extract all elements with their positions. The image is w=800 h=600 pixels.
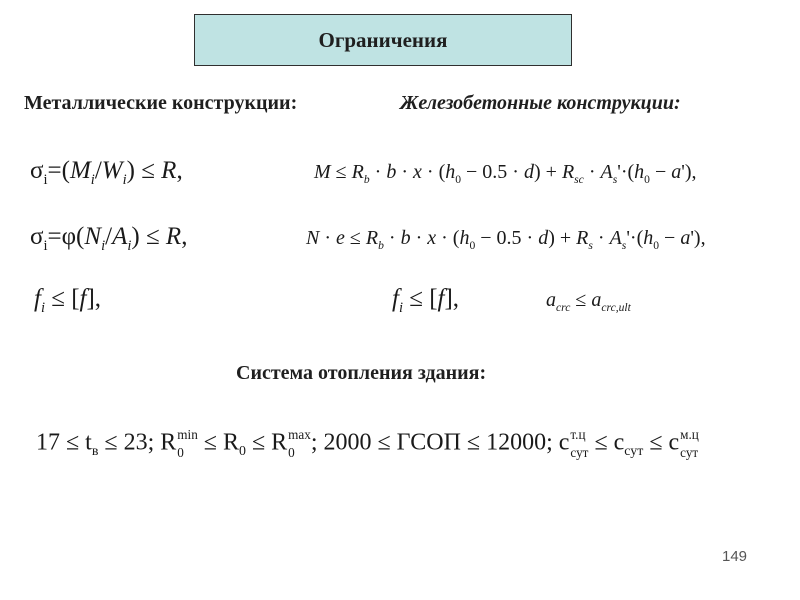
c-tc-sup: т.ц bbox=[570, 427, 586, 442]
le-sign: ≤ bbox=[344, 227, 366, 249]
plus: ) + bbox=[533, 161, 562, 183]
le-r0: ≤ R bbox=[197, 429, 239, 456]
minus-half: − 0.5 · bbox=[475, 227, 539, 249]
resistance-symbol: R bbox=[165, 223, 182, 250]
plus: ) + bbox=[548, 227, 577, 249]
le-bracket-open: ≤ [ bbox=[402, 285, 438, 312]
rebar-area-symbol: A bbox=[600, 161, 613, 183]
le-sign: ≤ bbox=[330, 161, 352, 183]
rebar-area-symbol: A bbox=[609, 227, 622, 249]
height-symbol: h bbox=[459, 227, 470, 249]
dot: · bbox=[410, 227, 428, 249]
axial-force-symbol: N bbox=[84, 223, 102, 250]
metal-formula-compression bbox=[30, 223, 188, 254]
rc-formula-moment bbox=[314, 161, 697, 186]
cover-symbol: a bbox=[680, 227, 691, 249]
le-sign: ≤ bbox=[570, 289, 592, 311]
height-symbol: h bbox=[643, 227, 654, 249]
bracket-close: ], bbox=[86, 285, 102, 312]
le-bracket-open: ≤ [ bbox=[44, 285, 80, 312]
area-symbol: A bbox=[112, 223, 128, 250]
heading-metal-structures: Металлические конструкции: bbox=[24, 92, 298, 114]
moment-symbol: M bbox=[69, 157, 91, 184]
compression-zone-symbol: x bbox=[413, 161, 422, 183]
deflection-symbol: f bbox=[392, 285, 399, 312]
dot-paren: · ( bbox=[436, 227, 460, 249]
rebar-area-subscript: s bbox=[621, 239, 627, 252]
width-symbol: b bbox=[386, 161, 397, 183]
rc-formula-deflection bbox=[392, 285, 460, 316]
resistance-constraint-start: ≤ 23; R bbox=[98, 429, 177, 456]
resistance-symbol: R bbox=[161, 157, 177, 184]
concrete-resistance-symbol: R bbox=[365, 227, 379, 249]
width-symbol: b bbox=[400, 227, 411, 249]
height-subscript: 0 bbox=[469, 239, 476, 252]
heading-heating-system: Система отопления здания: bbox=[236, 362, 487, 384]
slide-title: Ограничения bbox=[194, 14, 572, 66]
deflection-subscript: i bbox=[398, 300, 403, 316]
rebar-resistance-subscript: sc bbox=[574, 173, 584, 186]
cover-symbol: a bbox=[671, 161, 682, 183]
d-symbol: d bbox=[523, 161, 534, 183]
dot: · bbox=[396, 161, 414, 183]
c-tc-indices bbox=[570, 427, 589, 460]
height-subscript: 0 bbox=[653, 239, 660, 252]
sigma-subscript: i bbox=[43, 238, 48, 254]
dot-paren: · ( bbox=[421, 161, 446, 183]
height-subscript: 0 bbox=[644, 173, 650, 186]
phi-symbol: φ( bbox=[61, 223, 85, 250]
heading-rc-structures: Железобетонные конструкции: bbox=[400, 92, 681, 114]
concrete-resistance-subscript: b bbox=[378, 239, 384, 252]
moment-subscript: i bbox=[90, 172, 95, 188]
slash: / bbox=[94, 157, 102, 184]
dot: · bbox=[592, 227, 610, 249]
moment-symbol: M bbox=[314, 161, 331, 183]
height-symbol: h bbox=[634, 161, 645, 183]
dot: · bbox=[369, 161, 387, 183]
deflection-subscript: i bbox=[40, 300, 45, 316]
dot: · bbox=[383, 227, 401, 249]
sigma-subscript: i bbox=[43, 172, 48, 188]
area-subscript: i bbox=[127, 238, 132, 254]
prime-paren-close: '), bbox=[690, 227, 706, 249]
allowed-deflection-symbol: f bbox=[79, 285, 87, 312]
le-c-mc: ≤ c bbox=[643, 429, 680, 456]
r-min-indices bbox=[177, 427, 198, 460]
minus: − bbox=[649, 161, 672, 183]
prime-paren-close: '), bbox=[681, 161, 697, 183]
rebar-resistance-symbol: R bbox=[561, 161, 575, 183]
concrete-resistance-symbol: R bbox=[351, 161, 364, 183]
r-min-sub: 0 bbox=[177, 444, 184, 460]
metal-formula-deflection bbox=[34, 285, 102, 316]
deflection-symbol: f bbox=[34, 285, 41, 312]
metal-formula-bending bbox=[30, 157, 183, 188]
temp-subscript: в bbox=[91, 444, 99, 460]
dot: · bbox=[319, 227, 337, 249]
dot: · bbox=[583, 161, 601, 183]
paren-open: ( bbox=[61, 157, 70, 184]
compression-zone-symbol: x bbox=[427, 227, 437, 249]
crack-width-ult-symbol: a bbox=[591, 289, 602, 311]
c-sut-subscript: сут bbox=[624, 444, 644, 460]
slash: / bbox=[105, 223, 113, 250]
equals-sign: = bbox=[47, 157, 62, 184]
axial-force-subscript: i bbox=[101, 238, 106, 254]
paren-close-le: ) ≤ bbox=[126, 157, 162, 184]
sigma-symbol: σ bbox=[30, 157, 44, 184]
crack-width-ult-subscript: crc,ult bbox=[601, 301, 631, 314]
axial-force-symbol: N bbox=[306, 227, 320, 249]
concrete-resistance-subscript: b bbox=[363, 173, 370, 186]
le-rmax: ≤ R bbox=[245, 429, 288, 456]
crack-width-subscript: crc bbox=[556, 301, 571, 314]
c-mc-sub: сут bbox=[680, 444, 699, 460]
rebar-resistance-symbol: R bbox=[576, 227, 589, 249]
r-max-indices bbox=[288, 427, 311, 460]
r0-subscript: 0 bbox=[238, 444, 246, 460]
rebar-resistance-subscript: s bbox=[588, 239, 593, 252]
r-min-sup: min bbox=[177, 427, 198, 442]
c-tc-sub: сут bbox=[570, 444, 589, 460]
section-modulus-subscript: i bbox=[122, 172, 127, 188]
rc-formula-axial bbox=[306, 227, 706, 252]
equals-sign: = bbox=[47, 223, 62, 250]
rc-formula-crack-width bbox=[546, 289, 631, 314]
gsop-constraint: ; 2000 ≤ ГСОП ≤ 12000; c bbox=[310, 429, 570, 456]
rebar-area-subscript: s bbox=[612, 173, 618, 186]
d-symbol: d bbox=[538, 227, 549, 249]
comma: , bbox=[176, 157, 183, 184]
comma: , bbox=[181, 223, 188, 250]
prime-paren: '·( bbox=[617, 161, 635, 183]
prime-paren: '·( bbox=[626, 227, 644, 249]
bracket-close: ], bbox=[444, 285, 460, 312]
r-max-sub: 0 bbox=[288, 444, 295, 460]
minus-half: − 0.5 · bbox=[461, 161, 524, 183]
paren-close-le: ) ≤ bbox=[131, 223, 166, 250]
heating-formula bbox=[36, 427, 699, 460]
height-symbol: h bbox=[445, 161, 456, 183]
crack-width-symbol: a bbox=[546, 289, 556, 311]
section-modulus-symbol: W bbox=[101, 157, 123, 184]
page-number: 149 bbox=[722, 548, 748, 565]
height-subscript: 0 bbox=[455, 173, 462, 186]
le-c: ≤ c bbox=[588, 429, 625, 456]
eccentricity-symbol: e bbox=[336, 227, 345, 249]
sigma-symbol: σ bbox=[30, 223, 44, 250]
c-mc-indices bbox=[680, 427, 699, 460]
c-mc-sup: м.ц bbox=[680, 427, 699, 442]
r-max-sup: max bbox=[288, 427, 311, 442]
allowed-deflection-symbol: f bbox=[437, 285, 445, 312]
minus: − bbox=[659, 227, 681, 249]
temp-constraint: 17 ≤ t bbox=[36, 429, 92, 456]
